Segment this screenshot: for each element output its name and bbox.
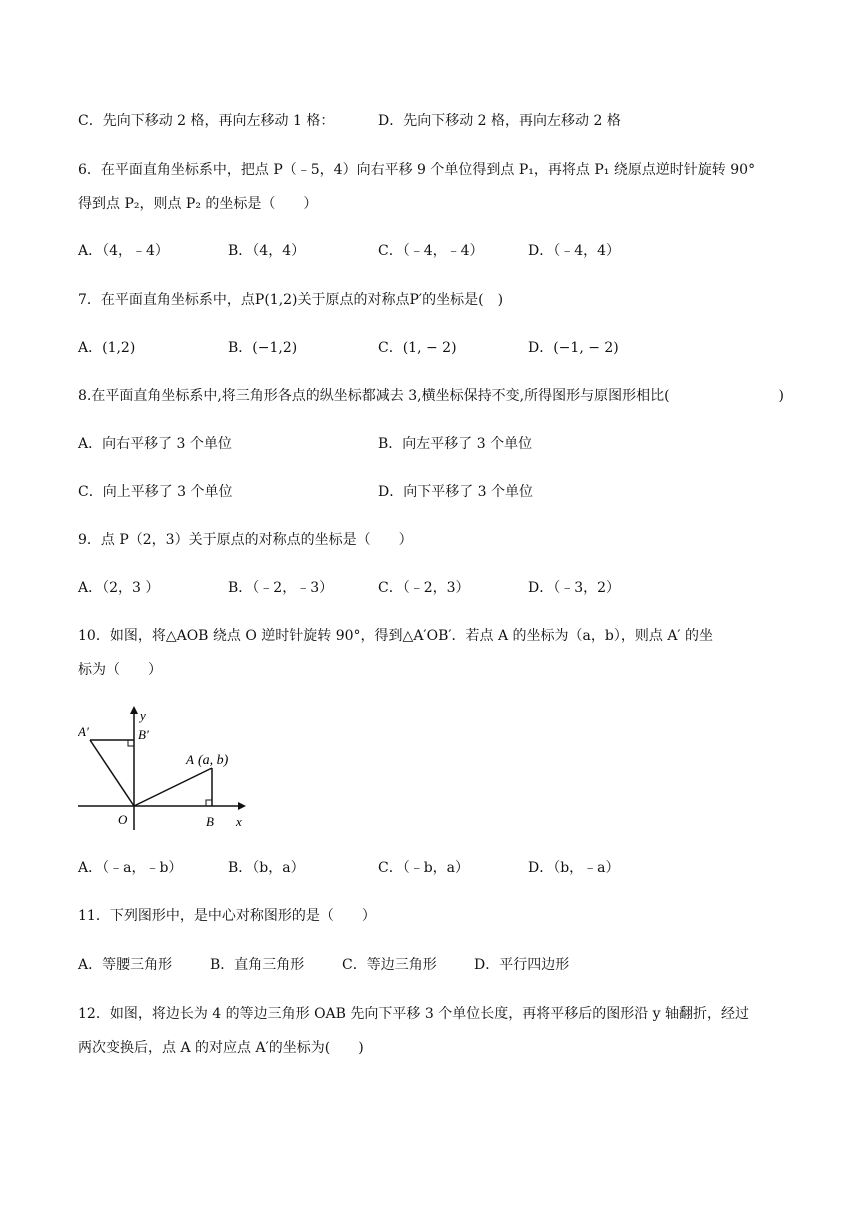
q7-stem: 7．在平面直角坐标系中，点P(1,2)关于原点的对称点P′的坐标是( ) [78, 292, 504, 308]
q10-stem-line1: 10．如图，将△AOB 绕点 O 逆时针旋转 90°，得到△A′OB′．若点 A 的坐标为（a，b），则点 A′ 的坐 [78, 628, 714, 644]
q6-stem-line2: 得到点 P₂，则点 P₂ 的坐标是（ ） [78, 196, 318, 212]
q11-option-b: B．直角三角形 [210, 957, 305, 973]
label-a-prime: A′ [78, 724, 89, 739]
q10-stem-line2: 标为（ ） [78, 662, 162, 678]
q8-option-d: D．向下平移了 3 个单位 [378, 484, 534, 500]
rotation-figure [78, 706, 250, 832]
q6-stem-line1: 6．在平面直角坐标系中，把点 P（﹣5，4）向右平移 9 个单位得到点 P₁，再将点 P₁ 绕原点逆时针旋转 90° [78, 162, 756, 178]
q11-stem: 11．下列图形中，是中心对称图形的是（ ） [78, 908, 376, 924]
q5-option-c: C．先向下移动 2 格，再向左移动 1 格： [78, 113, 335, 129]
x-axis-arrow [238, 802, 246, 810]
q7-option-c: C．(1, − 2) [378, 340, 457, 356]
label-o: O [118, 812, 128, 827]
q11-option-c: C．等边三角形 [342, 957, 437, 973]
q10-option-d: D．（b，﹣a） [528, 860, 620, 876]
q12-stem-line2: 两次变换后，点 A 的对应点 A′的坐标为( ) [78, 1040, 364, 1056]
q9-option-d: D．（﹣3，2） [528, 580, 621, 596]
label-b: B [206, 814, 214, 829]
q8-option-c: C．向上平移了 3 个单位 [78, 484, 233, 500]
q8-stem: 8.在平面直角坐标系中,将三角形各点的纵坐标都减去 3,横坐标保持不变,所得图形与原图形相比( [78, 388, 670, 404]
segment-oa [134, 768, 212, 806]
q8-option-b: B．向左平移了 3 个单位 [378, 436, 533, 452]
q9-option-b: B．（﹣2，﹣3） [228, 580, 334, 596]
q6-option-b: B．（4，4） [228, 243, 306, 259]
segment-oa-prime [90, 740, 134, 806]
label-x: x [236, 814, 242, 829]
q10-option-c: C．（﹣b，a） [378, 860, 470, 876]
label-a: A [186, 752, 194, 767]
q11-option-a: A．等腰三角形 [78, 957, 173, 973]
q6-option-d: D．（﹣4，4） [528, 243, 621, 259]
q6-option-a: A．（4，﹣4） [78, 243, 169, 259]
q5-option-d: D．先向下移动 2 格，再向左移动 2 格 [378, 113, 621, 129]
q12-stem-line1: 12．如图，将边长为 4 的等边三角形 OAB 先向下平移 3 个单位长度，再将平移后的图形沿 y 轴翻折，经过 [78, 1006, 750, 1022]
q7-option-b: B．(−1,2) [228, 340, 298, 356]
rotation-diagram [78, 706, 250, 832]
q10-option-a: A．（﹣a，﹣b） [78, 860, 183, 876]
label-a-coords: (a, b) [198, 753, 229, 768]
q9-option-a: A．（2，3 ） [78, 580, 160, 596]
right-angle-b-prime [128, 740, 134, 746]
q11-option-d: D．平行四边形 [474, 957, 570, 973]
q8-option-a: A．向右平移了 3 个单位 [78, 436, 232, 452]
q9-stem: 9．点 P（2，3）关于原点的对称点的坐标是（ ） [78, 532, 413, 548]
q9-option-c: C．（﹣2，3） [378, 580, 470, 596]
label-b-prime: B′ [138, 727, 149, 742]
y-axis-arrow [130, 706, 138, 714]
q10-option-b: B．（b，a） [228, 860, 305, 876]
label-y: y [140, 708, 146, 723]
q6-option-c: C．（﹣4，﹣4） [378, 243, 484, 259]
q8-stem-end: ) [778, 388, 784, 404]
q7-option-d: D．(−1, − 2) [528, 340, 619, 356]
q7-option-a: A．(1,2) [78, 340, 136, 356]
right-angle-b [206, 800, 212, 806]
